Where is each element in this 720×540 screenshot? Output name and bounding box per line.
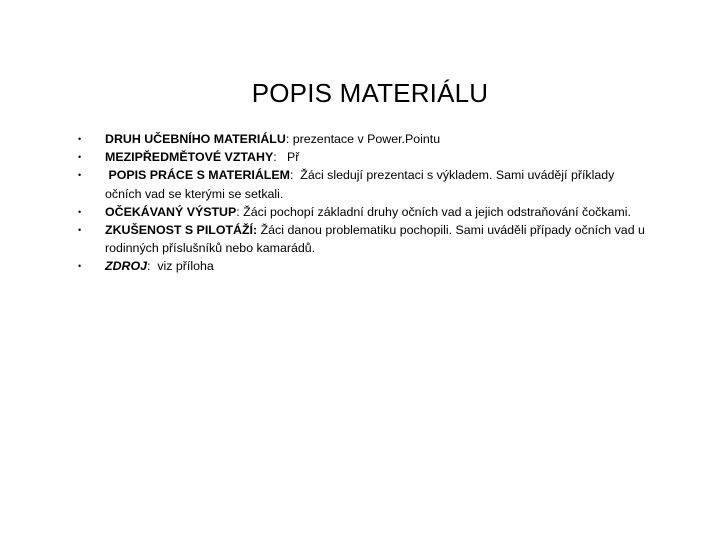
item-separator: : — [285, 132, 293, 146]
bullet-icon: • — [78, 225, 82, 236]
item-text: viz příloha — [157, 259, 214, 274]
list-item-source — [72, 257, 652, 275]
item-label: MEZIPŘEDMĚTOVÉ VZTAHY — [105, 150, 274, 165]
item-text: prezentace v Power.Pointu — [292, 132, 441, 146]
list-item-work-description — [72, 166, 652, 202]
item-label: DRUH UČEBNÍHO MATERIÁLU — [105, 132, 286, 146]
bullet-icon: • — [78, 134, 82, 144]
bullet-list — [72, 130, 652, 276]
item-text: Žáci pochopí základní druhy očních vad a jejich odstraňování čočkami. — [243, 204, 631, 219]
slide-title: POPIS MATERIÁLU — [251, 78, 489, 108]
item-separator: : — [147, 259, 158, 274]
item-text: Př — [287, 150, 300, 165]
item-label: ZKUŠENOST S PILOTÁŽÍ: — [105, 223, 258, 238]
item-separator: : — [236, 204, 244, 219]
list-item-expected-output — [72, 203, 652, 221]
bullet-icon: • — [78, 206, 82, 217]
list-item-material-type — [72, 130, 652, 148]
bullet-icon: • — [78, 170, 82, 181]
item-separator: : — [273, 150, 287, 165]
item-text: Žáci danou problematiku pochopili. Sami uváděli případy očních vad u rodinných příslušníků nebo kamarádů. — [105, 223, 645, 256]
item-label: ZDROJ — [105, 259, 147, 274]
item-label: POPIS PRÁCE S MATERIÁLEM — [105, 168, 290, 183]
list-item-cross-subject — [72, 148, 652, 166]
item-separator: : — [289, 168, 301, 183]
item-text: Žáci sledují prezentaci s výkladem. Sami uvádějí příklady očních vad se kterými se setkali. — [105, 168, 615, 201]
list-item-pilot-experience — [72, 221, 652, 257]
item-label: OČEKÁVANÝ VÝSTUP — [105, 204, 237, 219]
bullet-icon: • — [78, 152, 82, 163]
bullet-icon: • — [78, 261, 82, 272]
